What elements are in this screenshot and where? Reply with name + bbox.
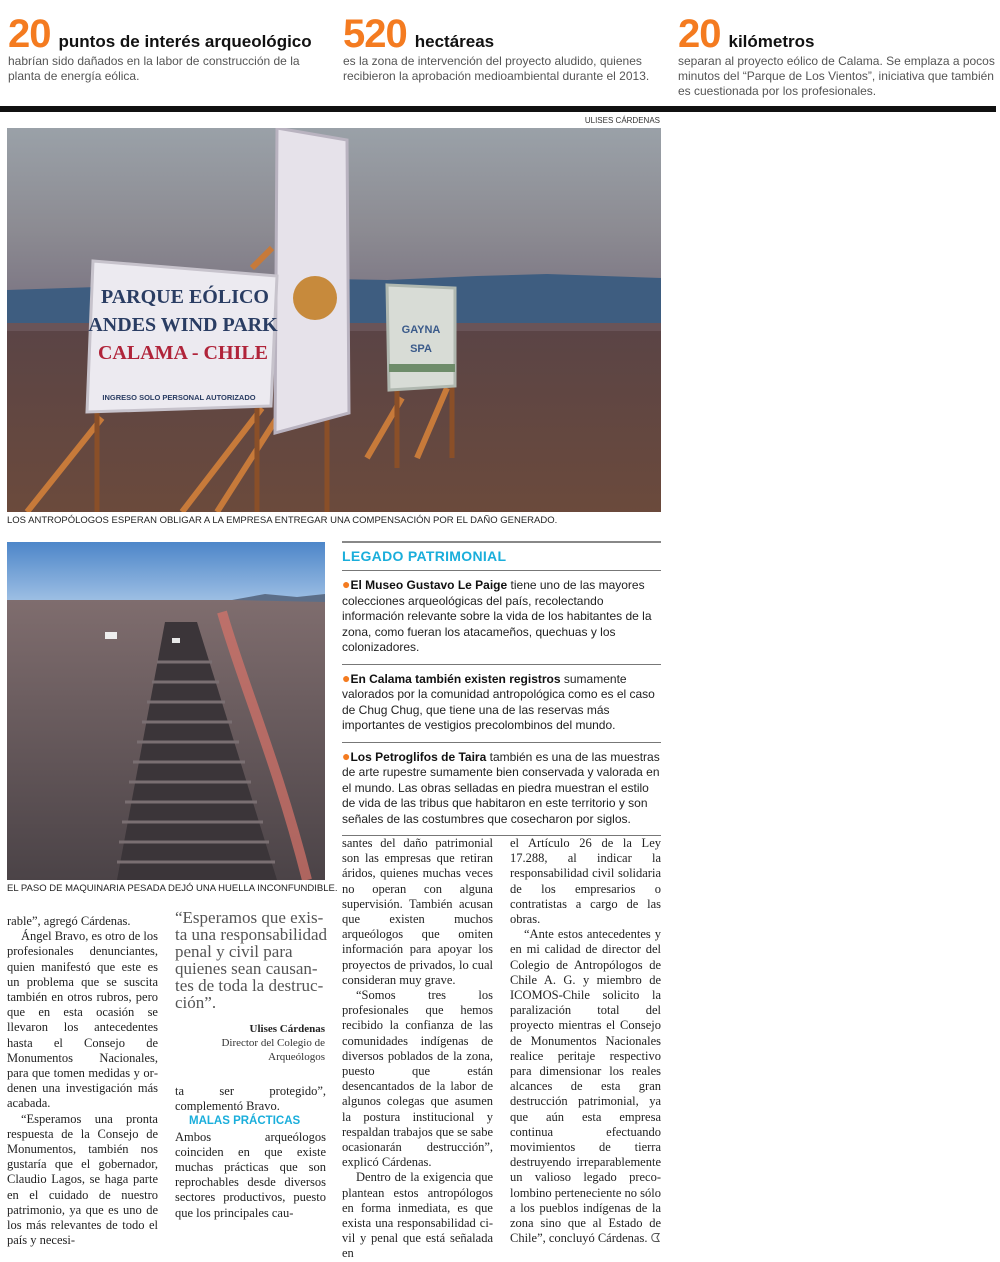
paragraph: santes del daño patrimonial son las empresas que retiran áridos, quienes muchas veces no operan con alguna supervisión. También acusan que existen muchos arqueólogos que omiten información para apoyar los proyectos de privados, lo cual consideran muy grave.: [342, 836, 493, 987]
photo-credit: ULISES CÁRDENAS: [584, 116, 660, 125]
legado-patrimonial-box: [342, 541, 661, 836]
box-item-text: sumamente valorados por la comunidad antropológica como es el caso de Chug Chug, que tiene una de las reservas más importantes de vestigios precolombinos del mundo.: [342, 671, 655, 732]
paragraph: “Esperamos una pronta respuesta de la Consejo de Monumentos, también nos gustaría que el gobernador, Claudio Lagos, se haga parte en el cuidado de nuestro patrimonio, ya que es uno de los más relevantes de todo el país y necesi-: [7, 1111, 158, 1248]
quote-attribution: [175, 1022, 325, 1064]
sign-right-line-2: SPA: [410, 343, 432, 355]
article-column-3: [342, 836, 493, 1262]
stat-unit: puntos de interés arqueológico: [58, 32, 312, 51]
paragraph: ta ser protegido”, complementó Bravo.: [175, 1084, 326, 1114]
sign-main-line-1: PARQUE EÓLICO: [101, 286, 269, 308]
stat-number: 20: [678, 12, 721, 56]
box-top-rule: [342, 541, 661, 543]
paragraph: Ángel Bravo, es otro de los profesionales denunciantes, quien manifestó que este es un problema que se suscita también en otros rubros, pero que en esta ocasión se llevaron los antecedentes hasta el Consejo de Monumentos Nacionales, para que tomen medidas y ordenen una investigación más acabada.: [7, 929, 158, 1111]
subheading-malas-practicas: MALAS PRÁCTICAS: [189, 1115, 301, 1128]
stat-number: 20: [8, 12, 51, 56]
stat-description: habrían sido dañados en la labor de construcción de la planta de energía eólica.: [8, 54, 300, 83]
stat-unit: hectáreas: [414, 32, 495, 51]
photo2-caption: EL PASO DE MAQUINARIA PESADA DEJÓ UNA HUELLA INCONFUNDIBLE.: [7, 883, 338, 894]
header-divider-bar: [0, 106, 996, 112]
quote-author-role: Director del Colegio de Arqueólogos: [221, 1037, 325, 1063]
paragraph: rable”, agregó Cárdenas.: [7, 914, 131, 928]
paragraph: el Artículo 26 de la Ley 17.288, al indicar la responsabilidad civil solidaria de los empresarios o contratistas a cargo de las obras.: [510, 836, 661, 927]
box-item: [342, 570, 661, 664]
article-column-2: [175, 1084, 326, 1221]
photo1-caption: LOS ANTROPÓLOGOS ESPERAN OBLIGAR A LA EMPRESA ENTREGAR UNA COMPENSACIÓN POR EL DAÑO GENERADO.: [7, 515, 558, 526]
box-item-lead: Los Petroglifos de Taira: [350, 749, 487, 764]
bullet-dot-icon: ●: [342, 669, 351, 686]
sign-right-line-1: GAYNA: [401, 324, 441, 336]
bullet-dot-icon: ●: [342, 747, 351, 764]
pull-quote: “Esperamos que exista una responsabilidad penal y civil para quienes sean causantes de toda la destrucción”.: [175, 908, 328, 1012]
box-item-text: también es una de las muestras de arte rupestre sumamente bien conservada y valorada en el mundo. Las obras selladas en piedra muestran el estilo de vida de las tribus que habitaron en este territorio y son señales de las costumbres que cosecharon por siglos.: [342, 749, 660, 826]
stat-description: separan al proyecto eólico de Calama. Se emplaza a pocos minutos del “Parque de Los Vientos”, iniciativa que también es cuestionada por los profesionales.: [678, 54, 995, 98]
bullet-dot-icon: ●: [342, 576, 351, 592]
box-title: LEGADO PATRIMONIAL: [342, 548, 507, 564]
box-item: [342, 664, 661, 742]
box-item-lead: En Calama también existen registros: [350, 671, 561, 686]
article-column-1: [7, 914, 158, 1248]
stat-archaeological-points: [8, 14, 328, 84]
sign-main-small-text: INGRESO SOLO PERSONAL AUTORIZADO: [102, 393, 256, 402]
stat-description: es la zona de intervención del proyecto aludido, quienes recibieron la aprobación medioambiental durante el 2013.: [343, 54, 650, 83]
paragraph: Dentro de la exigencia que plantean estos antropólogos en forma inmediata, es que exista una responsabilidad civil y penal que está señalada en: [342, 1170, 493, 1261]
sign-main-line-2: ANDES WIND PARK: [88, 314, 278, 336]
sign-main-line-3: CALAMA - CHILE: [97, 342, 269, 364]
end-mark-icon: ᗧ: [650, 1231, 661, 1246]
article-column-4: [510, 836, 661, 1246]
quote-author: Ulises Cárdenas: [249, 1023, 325, 1035]
paragraph: [510, 927, 661, 1246]
paragraph-text: “Ante estos antecedentes y en mi calidad de director del Colegio de Antropólogos de Chile A. G. y miembro de ICOMOS-Chile solicito la paralización total del proyecto mientras el Consejo de Monumentos Nacionales realice peritaje respectivo para dimensionar los reales alcances de esta gran destrucción patrimonial, ya que aún esta empresa continua efectuando movimientos de tierra destruyendo irreparablemente un valioso legado precolombino perteneciente no sólo a los pueblos indígenas de la zona sino que al Estado de Chile”, concluyó Cárdenas.: [510, 927, 662, 1246]
stat-hectares: [343, 14, 663, 84]
paragraph: “Somos tres los profesionales que hemos recibido la confianza de las comunidades indígenas de diversos poblados de la zona, puesto que están desencantados de la labor de algunos colegas que asumen la postura institucional y respaldan trabajos que se sabe ocasionarán destrucción”, explicó Cárdenas.: [342, 988, 493, 1170]
box-item: [342, 742, 661, 837]
photo-machinery-tracks: [7, 542, 325, 880]
stat-unit: kilómetros: [728, 32, 815, 51]
stat-kilometers: [678, 14, 998, 99]
box-item-text: tiene uno de las mayores colecciones arqueológicas del país, recolectando información relevante sobre la vida de los habitantes de la zona, como fueran los atacameños, quechuas y los colonizadores.: [342, 578, 652, 654]
photo-wind-park-signs: [7, 128, 661, 512]
box-item-lead: El Museo Gustavo Le Paige: [350, 578, 508, 592]
stat-number: 520: [343, 12, 407, 56]
paragraph: Ambos arqueólogos coinciden en que existe muchas prácticas que son reprochables desde diversos sectores productivos, puesto que los principales cau-: [175, 1129, 326, 1220]
